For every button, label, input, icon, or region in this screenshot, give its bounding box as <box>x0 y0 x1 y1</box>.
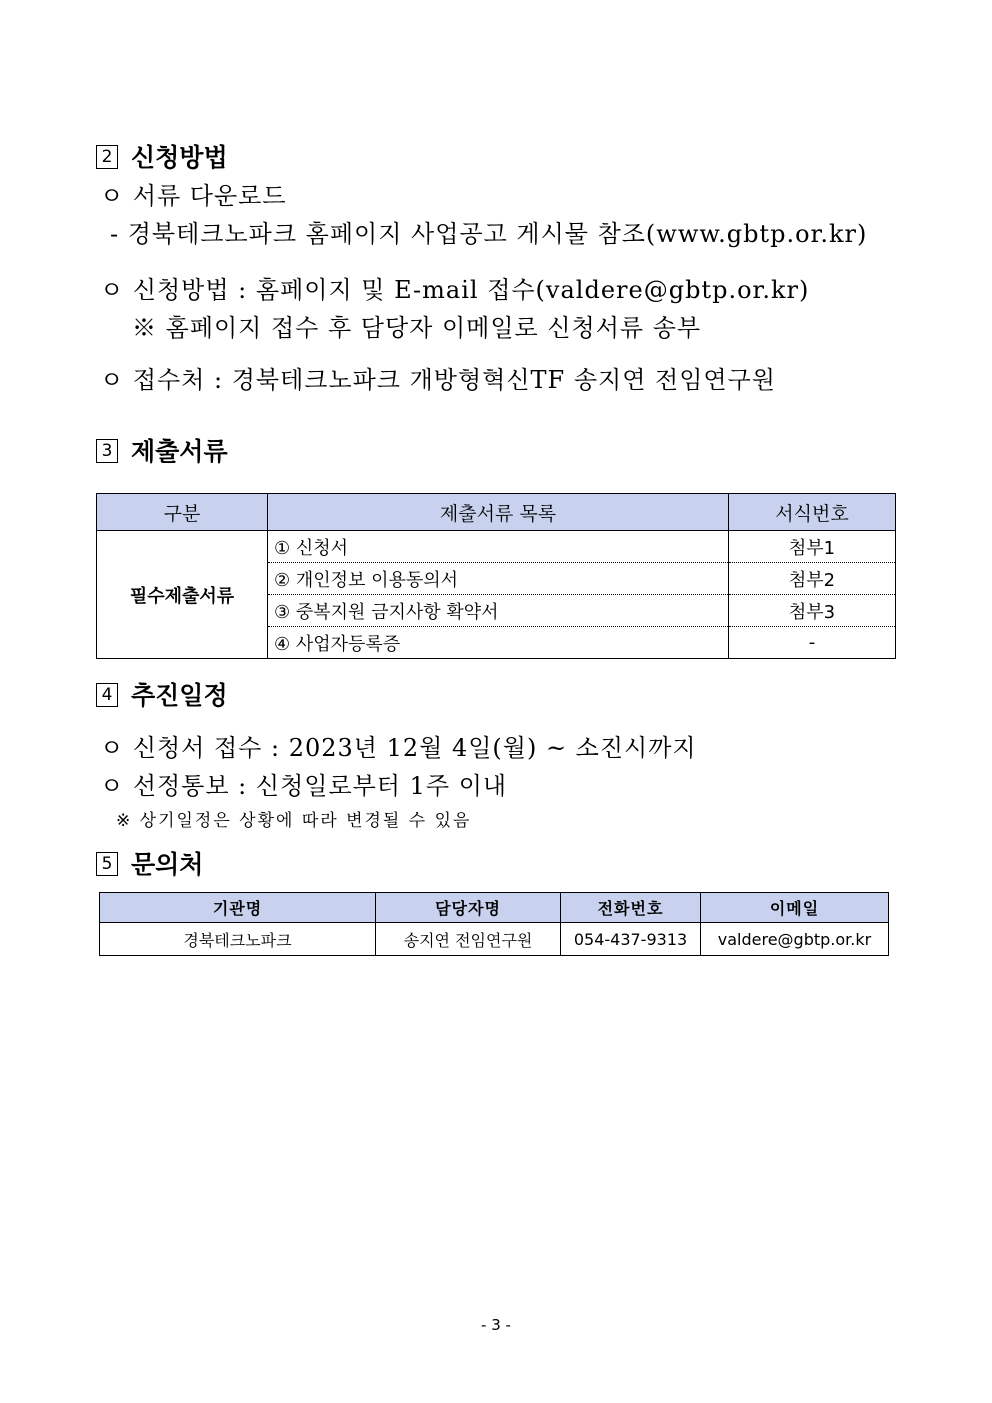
table-header-cell: 기관명 <box>100 893 376 923</box>
section-title: 신청방법 <box>131 143 228 172</box>
section-heading-contact <box>96 845 203 881</box>
document-item: ② 개인정보 이용동의서 <box>268 563 729 595</box>
section-heading-apply <box>96 138 228 174</box>
table-row <box>100 923 889 956</box>
documents-table <box>96 493 896 659</box>
phone-number: 054-437-9313 <box>561 923 701 956</box>
section-number: 2 <box>96 145 118 169</box>
section-number: 4 <box>96 683 118 707</box>
table-header-cell: 구분 <box>97 494 268 531</box>
table-header-row <box>97 494 896 531</box>
form-number: 첨부2 <box>729 563 896 595</box>
section-heading-docs <box>96 432 228 468</box>
schedule-line-1: ㅇ 신청서 접수 : 2023년 12월 4일(월) ~ 소진시까지 <box>100 734 697 762</box>
table-header-cell: 이메일 <box>701 893 889 923</box>
form-number: 첨부3 <box>729 595 896 627</box>
section-title: 문의처 <box>131 850 204 879</box>
category-cell: 필수제출서류 <box>97 531 268 659</box>
table-row <box>97 531 896 563</box>
form-number: - <box>729 627 896 659</box>
document-item: ④ 사업자등록증 <box>268 627 729 659</box>
email-address: valdere@gbtp.or.kr <box>701 923 889 956</box>
section-heading-schedule <box>96 676 228 712</box>
document-item: ① 신청서 <box>268 531 729 563</box>
document-item: ③ 중복지원 금지사항 확약서 <box>268 595 729 627</box>
form-number: 첨부1 <box>729 531 896 563</box>
receiver-line: ㅇ 접수처 : 경북테크노파크 개방형혁신TF 송지연 전임연구원 <box>100 366 776 394</box>
section-number: 3 <box>96 439 118 463</box>
org-name: 경북테크노파크 <box>100 923 376 956</box>
table-header-row <box>100 893 889 923</box>
table-header-cell: 서식번호 <box>729 494 896 531</box>
download-sub: - 경북테크노파크 홈페이지 사업공고 게시물 참조(www.gbtp.or.kr) <box>110 220 868 248</box>
section-number: 5 <box>96 852 118 876</box>
table-header-cell: 담당자명 <box>376 893 561 923</box>
table-header-cell: 전화번호 <box>561 893 701 923</box>
method-line: ㅇ 신청방법 : 홈페이지 및 E-mail 접수(valdere@gbtp.or.kr) <box>100 276 810 304</box>
contact-person: 송지연 전임연구원 <box>376 923 561 956</box>
page-number: - 3 - <box>481 1316 511 1334</box>
contact-table <box>99 892 889 956</box>
schedule-note: ※ 상기일정은 상황에 따라 변경될 수 있음 <box>116 811 472 831</box>
method-note: ※ 홈페이지 접수 후 담당자 이메일로 신청서류 송부 <box>132 314 702 342</box>
section-title: 추진일정 <box>131 681 228 710</box>
section-title: 제출서류 <box>131 437 228 466</box>
download-line: ㅇ 서류 다운로드 <box>100 182 287 210</box>
schedule-line-2: ㅇ 선정통보 : 신청일로부터 1주 이내 <box>100 772 508 800</box>
table-header-cell: 제출서류 목록 <box>268 494 729 531</box>
